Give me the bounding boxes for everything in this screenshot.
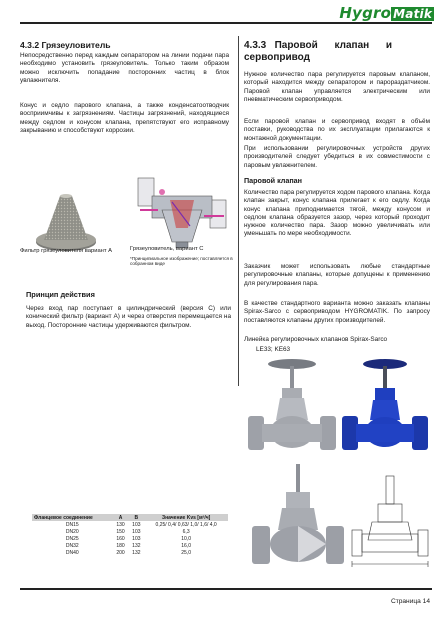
table-header-cell: B bbox=[128, 514, 144, 521]
table-cell: 103 bbox=[132, 528, 141, 535]
table-cell: 25,0 bbox=[181, 549, 191, 556]
header-rule bbox=[20, 22, 432, 24]
caption-strainer-a: Фильтр грязеуловителя вариант А bbox=[20, 248, 113, 254]
section-title-4-3-2: 4.3.2 Грязеуловитель bbox=[20, 40, 111, 50]
table-header-cell: Фланцевое соединение bbox=[32, 514, 113, 521]
table-cell: 6,3 bbox=[182, 528, 190, 535]
valve-paragraph-6: В качестве стандартного варианта можно заказать клапаны Spirax-Sarco с сервоприводом HYGROMATIK. По запросу поставляются клапаны других производителей. bbox=[244, 300, 430, 324]
steam-valve-title: Паровой клапан bbox=[244, 176, 303, 185]
table-cell: DN20 bbox=[65, 528, 79, 535]
page-number: Страница 14 bbox=[390, 598, 430, 605]
strainer-paragraph-2: Конус и седло парового клапана, а также конденсатоотводчик восприимчивы к загрязнениям. Частицы загрязнений, находящиеся между седлом и конусом клапана, препятствуют его исправному закрыванию и способствуют коррозии. bbox=[20, 102, 229, 134]
valve-spec-table bbox=[32, 514, 228, 556]
table-cell: 160 bbox=[116, 535, 125, 542]
hygromatik-logo bbox=[339, 4, 434, 22]
principle-text: Через вход пар поступает в цилиндрический (версия С) или конический фильтр (вариант А) и через отверстия перемещается на выход. Посторонние частицы удерживаются фильтром. bbox=[26, 305, 231, 329]
valve-paragraph-4: Количество пара регулируется ходом парового клапана. Когда клапан закрыт, конус клапана прилегает к его седлу. Когда конус клапана приподнимается тягой, между конусом и седлом клапана образуется зазор, через который проходит нужное количество пара. Зазор можно увеличивать или уменьшать по мере необходимости. bbox=[244, 189, 430, 238]
caption-strainer-c-note: *Принципиальное изображение; поставляется в собранном виде bbox=[130, 256, 233, 267]
valve-paragraph-5: Заказчик может использовать любые стандартные регулировочные клапаны, которые допущены к применению для регулирования пара. bbox=[244, 263, 430, 287]
table-row bbox=[32, 549, 228, 556]
principle-title: Принцип действия bbox=[26, 290, 95, 299]
table-header-cell: A bbox=[113, 514, 129, 521]
table-cell: 132 bbox=[132, 542, 141, 549]
table-header-cell: Значение Kvs [м³/ч] bbox=[144, 514, 228, 521]
caption-strainer-c: Грязеуловитель, вариант С bbox=[130, 246, 204, 252]
table-cell: DN15 bbox=[65, 521, 79, 528]
valve-ke63-image bbox=[340, 358, 430, 460]
table-cell: 0,25/ 0,4/ 0,63/ 1,0/ 1,6/ 4,0 bbox=[155, 521, 217, 528]
column-divider bbox=[238, 36, 239, 386]
valve-line-label: Линейка регулировочных клапанов Spirax-Sarco bbox=[244, 336, 388, 343]
table-row bbox=[32, 528, 228, 535]
table-cell: DN40 bbox=[65, 549, 79, 556]
logo-text-2: Matik bbox=[393, 7, 432, 21]
table-cell: DN32 bbox=[65, 542, 79, 549]
valve-drawing-image bbox=[350, 470, 430, 570]
table-row bbox=[32, 521, 228, 528]
strainer-a-image bbox=[30, 186, 102, 256]
table-row bbox=[32, 542, 228, 549]
logo-text-1: Hygro bbox=[339, 4, 392, 22]
table-cell: DN25 bbox=[65, 535, 79, 542]
valve-le33-image bbox=[244, 358, 340, 460]
table-cell: 180 bbox=[116, 542, 125, 549]
table-cell: 132 bbox=[132, 549, 141, 556]
table-header-row bbox=[32, 514, 228, 521]
strainer-c-image bbox=[132, 176, 232, 252]
table-cell: 10,0 bbox=[181, 535, 191, 542]
table-row bbox=[32, 535, 228, 542]
table-cell: 130 bbox=[116, 521, 125, 528]
valve-paragraph-3: При использовании регулировочных устройств других производителей следует убедиться в их совместимости с паровым увлажнителем. bbox=[244, 145, 430, 169]
section-title-4-3-3-line1: 4.3.3 Паровой клапан и bbox=[244, 40, 392, 51]
valve-section-image bbox=[248, 460, 348, 570]
table-cell: 150 bbox=[116, 528, 125, 535]
table-cell: 103 bbox=[132, 521, 141, 528]
section-title-4-3-3-line2: сервопривод bbox=[244, 52, 310, 63]
valve-paragraph-2: Если паровой клапан и сервопривод входят в объём поставки, руководства по их эксплуатации прилагаются к монтажной документации. bbox=[244, 118, 430, 142]
table-cell: 16,0 bbox=[181, 542, 191, 549]
valve-paragraph-1: Нужное количество пара регулируется паровым клапаном, который находится между сепаратором и парораздатчиком. Паровой клапан управляется электрическим или пневматическим сервоприводом. bbox=[244, 71, 430, 103]
table-cell: 103 bbox=[132, 535, 141, 542]
footer-rule bbox=[20, 588, 432, 590]
table-cell: 200 bbox=[116, 549, 125, 556]
valve-line-models: LE33; KE63 bbox=[256, 346, 291, 353]
strainer-paragraph-1: Непосредственно перед каждым сепаратором на линии подачи пара необходимо установить грязеуловитель. Только таким образом можно исключить попадание посторонних частиц в блок увлажнителя. bbox=[20, 52, 229, 84]
